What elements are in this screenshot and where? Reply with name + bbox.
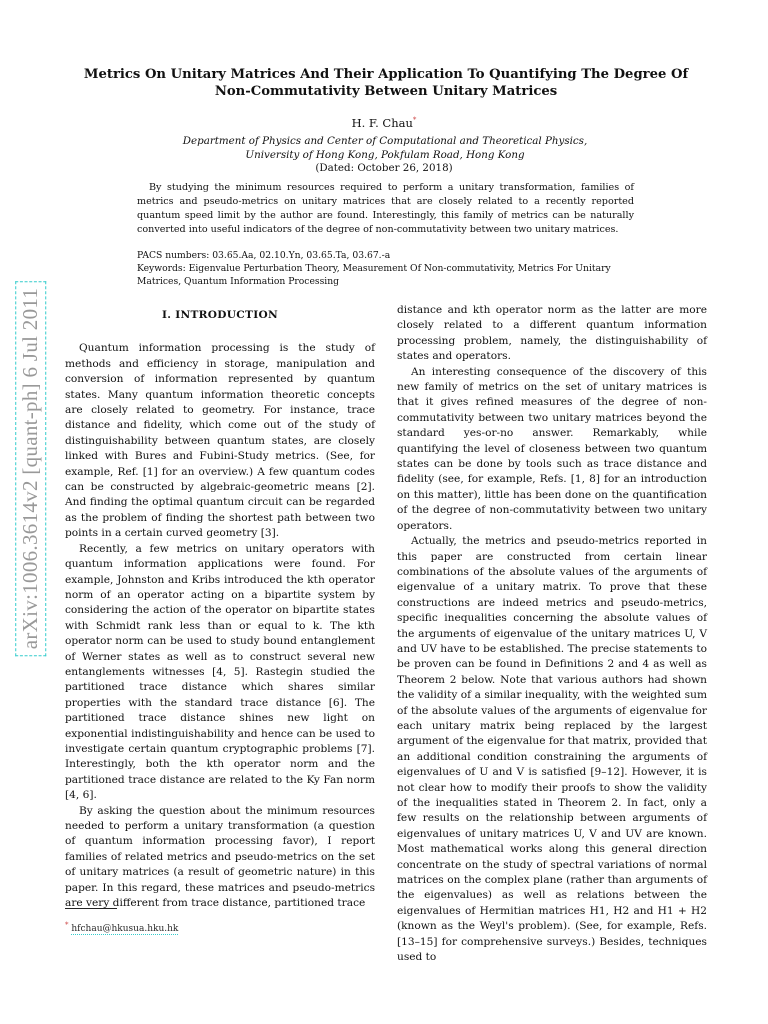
- footnote-divider: [65, 908, 117, 909]
- author-name: H. F. Chau*: [351, 116, 417, 130]
- footnote-mark: *: [65, 921, 69, 929]
- keywords: Keywords: Eigenvalue Perturbation Theory, Measurement Of Non-commutativity, Metrics For Unitary Matrices, Quantum Information Processing: [137, 263, 611, 287]
- author-footnote-mark[interactable]: *: [412, 116, 417, 125]
- paper-title: [60, 66, 712, 100]
- author-email-link[interactable]: hfchau@hkusua.hku.hk: [71, 924, 179, 934]
- paper-metadata: [137, 249, 637, 288]
- paragraph: Recently, a few metrics on unitary operators with quantum information applications were found. For example, Johnston and Kribs introduced the kth operator norm of an operator acting on a bipartite system by considering the action of the operator on bipartite states with Schmidt rank less than or equal to k. The kth operator norm can be used to study bound entanglement of Werner states as well as to construct several new entanglements witnesses [4, 5]. Rastegin studied the partitioned trace distance which shares similar properties with the standard trace distance [6]. The partitioned trace distance shines new light on exponential indistinguishability and hence can be used to investigate certain quantum cryptographic problems [7]. Interestingly, both the kth operator norm and the partitioned trace distance are related to the Ky Fan norm [4, 6].: [65, 542, 375, 802]
- paragraph: An interesting consequence of the discovery of this new family of metrics on the set of unitary matrices is that it gives refined measures of the degree of non-commutativity between two unitary matrices beyond the standard yes-or-no answer. Remarkably, while quantifying the level of closeness between two quantum states can be done by tools such as trace distance and fidelity (see, for example, Refs. [1, 8] for an introduction on this matter), little has been done on the quantification of the degree of non-commutativity between two unitary operators.: [397, 365, 707, 532]
- paragraph: Quantum information processing is the study of methods and efficiency in storage, manipulation and conversion of information represented by quantum states. Many quantum information theoretic concepts are closely related to geometry. For instance, trace distance and fidelity, which come out of the study of distinguishability between quantum states, are closely linked with Bures and Fubini-Study metrics. (See, for example, Ref. [1] for an overview.) A few quantum codes can be constructed by algebraic-geometric means [2]. And finding the optimal quantum circuit can be regarded as the problem of finding the shortest path between two points in a certain curved geometry [3].: [65, 342, 375, 540]
- paragraph: distance and kth operator norm as the latter are more closely related to a different quantum information processing problem, namely, the distinguishability of states and operators.: [397, 304, 707, 363]
- pacs-numbers: PACS numbers: 03.65.Aa, 02.10.Yn, 03.65.Ta, 03.67.-a: [137, 250, 391, 261]
- paragraph: Actually, the metrics and pseudo-metrics reported in this paper are constructed from certain linear combinations of the absolute values of the arguments of eigenvalue of a unitary matrix. To prove that these constructions are indeed metrics and pseudo-metrics, specific inequalities concerning the absolute values of the arguments of eigenvalue of the unitary matrices U, V and UV have to be established. The precise statements to be proven can be found in Definitions 2 and 4 as well as Theorem 2 below. Note that various authors had shown the validity of a similar inequality, with the weighted sum of the absolute values of the arguments of eigenvalue for each unitary matrix being replaced by the largest argument of the eigenvalue for that matrix, provided that an additional condition constraining the arguments of eigenvalues of U and V is satisfied [9–12]. However, it is not clear how to modify their proofs to show the validity of the inequalities stated in Theorem 2. In fact, only a few results on the relationship between arguments of eigenvalues of unitary matrices U, V and UV are known. Most mathematical works along this general direction concentrate on the study of spectral variations of normal matrices on the complex plane (rather than arguments of the eigenvalues) as well as relations between the eigenvalues of Hermitian matrices H1, H2 and H1 + H2 (known as the Weyl's problem). (See, for example, Refs. [13–15] for comprehensive surveys.) Besides, techniques used to: [397, 535, 707, 964]
- title-line-1: Metrics On Unitary Matrices And Their Application To Quantifying The Degree Of: [83, 67, 689, 82]
- arxiv-identifier-link[interactable]: arXiv:1006.3614v2 [quant-ph] 6 Jul 2011: [16, 280, 47, 655]
- abstract: By studying the minimum resources required to perform a unitary transformation, families of metrics and pseudo-metrics on unitary matrices that are closely related to a recently reported quantum speed limit by the author are found. Interestingly, this family of metrics can be naturally converted into useful indicators of the degree of non-commutativity between two unitary matrices.: [137, 182, 634, 235]
- right-column: [397, 303, 707, 965]
- date-line: (Dated: October 26, 2018): [315, 162, 453, 174]
- title-line-2: Non-Commutativity Between Unitary Matrices: [214, 84, 558, 99]
- arxiv-stamp: [12, 258, 50, 678]
- affiliation: [100, 134, 670, 162]
- section-heading: I. INTRODUCTION: [162, 309, 278, 321]
- left-column: [65, 308, 375, 911]
- footnote: [65, 921, 178, 934]
- paragraph: By asking the question about the minimum resources needed to perform a unitary transformation (a question of quantum information processing favor), I report families of related metrics and pseudo-metrics on the set of unitary matrices (a result of geometric nature) in this paper. In this regard, these matrices and pseudo-metrics are very different from trace distance, partitioned trace: [65, 804, 375, 910]
- affiliation-line-2: University of Hong Kong, Pokfulam Road, Hong Kong: [245, 149, 525, 161]
- affiliation-line-1: Department of Physics and Center of Computational and Theoretical Physics,: [182, 135, 588, 147]
